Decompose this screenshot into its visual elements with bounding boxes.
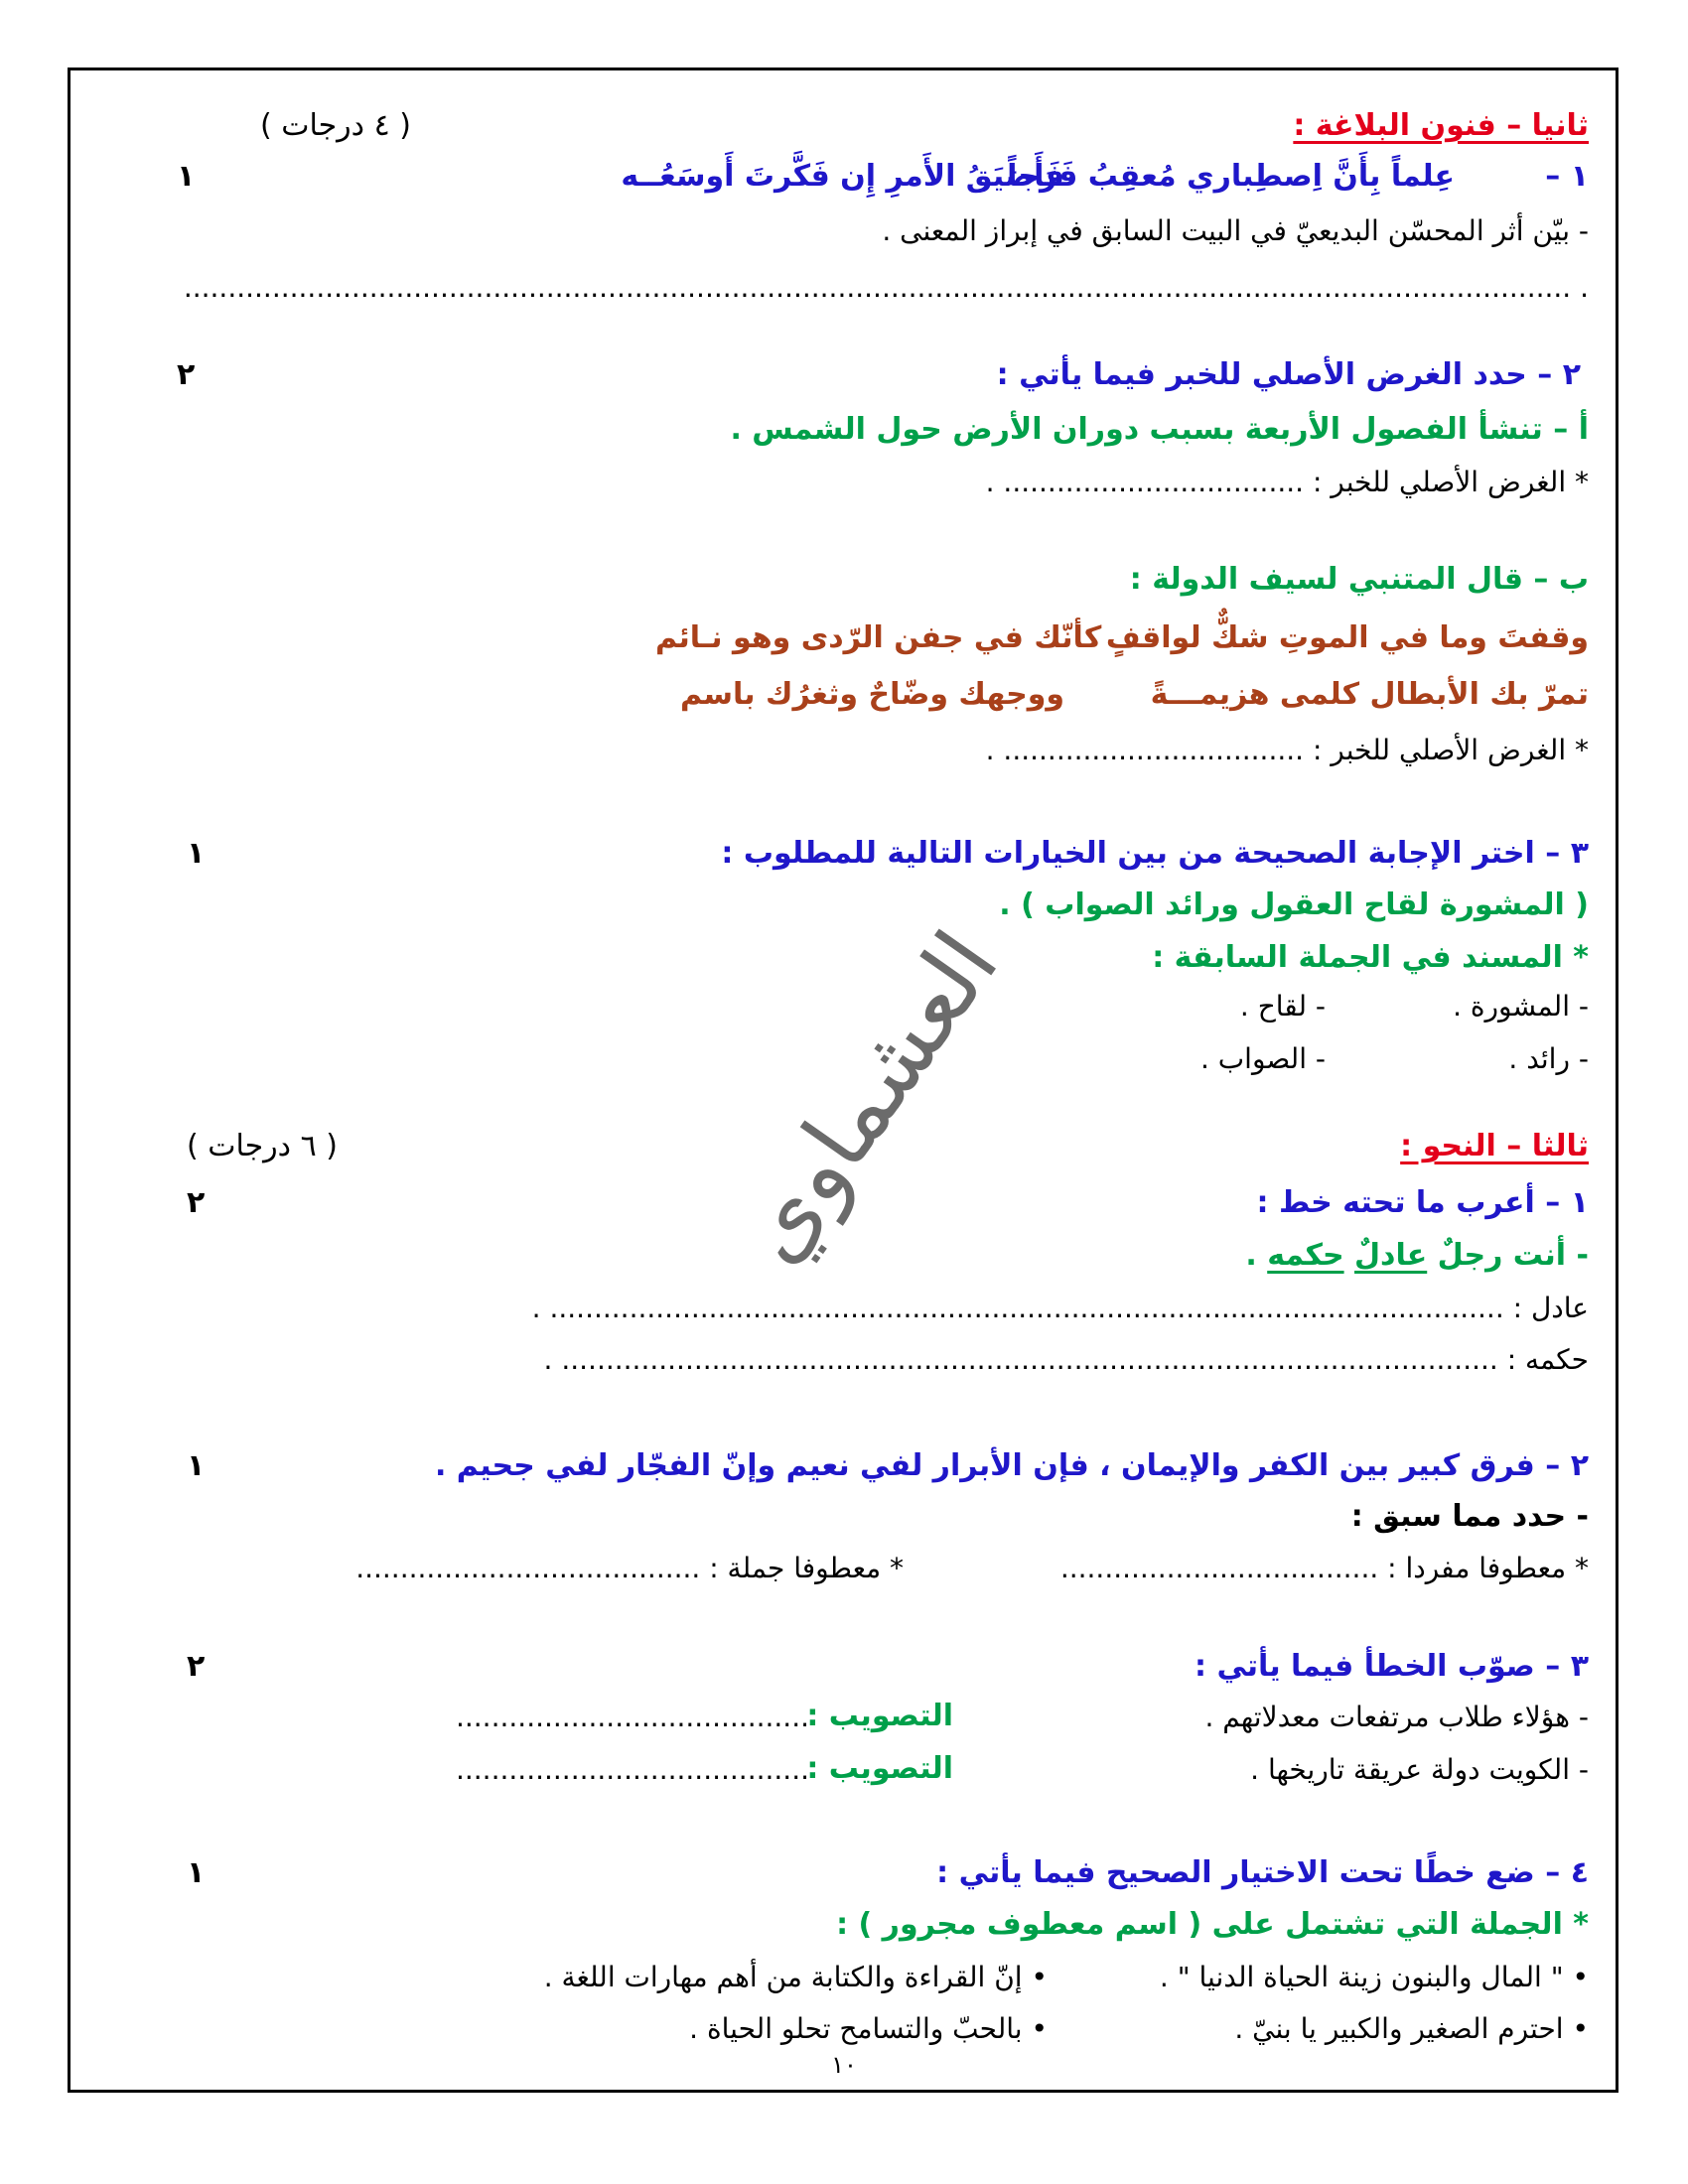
choice-option: • احترم الصغير والكبير يا بنيّ . xyxy=(1234,2012,1589,2045)
example-intro: ب – قال المتنبي لسيف الدولة : xyxy=(1129,562,1589,597)
question-heading: ٢ – فرق كبير بين الكفر والإيمان ، فإن الأبرار لفي نعيم وإنّ الفجّار لفي جحيم . xyxy=(434,1448,1589,1483)
choice-option: • إنّ القراءة والكتابة من أهم مهارات اللغة . xyxy=(543,1961,1048,1993)
wrong-sentence: - الكويت دولة عريقة تاريخها . xyxy=(1250,1753,1589,1786)
question-prompt: - بيّن أثر المحسّن البديعيّ في البيت السابق في إبراز المعنى . xyxy=(882,214,1589,247)
question-mark: ٢ xyxy=(187,1185,206,1220)
question-mark: ١ xyxy=(187,1448,206,1483)
question-ask: * المسند في الجملة السابقة : xyxy=(1152,940,1589,975)
verse-line: ووجهك وضّاحٌ وثغرُك باسم xyxy=(680,677,1065,712)
question-heading: ١ – أعرب ما تحته خط : xyxy=(1256,1185,1589,1220)
sentence-start: - أنت رجلٌ xyxy=(1437,1238,1589,1273)
question-mark: ١ xyxy=(177,159,196,194)
answer-line: * الغرض الأصلي للخبر : .................................. . xyxy=(985,734,1589,766)
question-mark: ٢ xyxy=(177,357,196,392)
answer-line: * الغرض الأصلي للخبر : .................................. . xyxy=(985,466,1589,498)
correction-label: التصويب : xyxy=(806,1751,953,1786)
question-mark: ٢ xyxy=(187,1649,206,1684)
verse-first-hemistich: عِلماً بِأَنَّ اِصطِباري مُعقِبُ فَرَجاً xyxy=(1007,159,1455,194)
option: - رائد . xyxy=(1508,1042,1589,1075)
section-points: ( ٦ درجات ) xyxy=(187,1129,338,1163)
option: - المشورة . xyxy=(1453,990,1589,1023)
answer-line: عادل : ............................................................................................................ . xyxy=(531,1292,1589,1324)
example-sentence: ( المشورة لقاح العقول ورائد الصواب ) . xyxy=(999,887,1589,922)
question-label: ١ – xyxy=(1545,159,1589,194)
option: - لقاح . xyxy=(1239,990,1326,1023)
verse-line: كأنّك في جفن الرّدى وهو نـائم xyxy=(655,620,1102,655)
section-heading-grammar: ثالثا – النحو : xyxy=(1400,1129,1589,1163)
underlined-word: حكمه xyxy=(1267,1238,1344,1273)
example-sentence: أ – تنشأ الفصول الأربعة بسبب دوران الأرض حول الشمس . xyxy=(730,412,1589,447)
choice-option: • " المال والبنون زينة الحياة الدنيا " . xyxy=(1159,1961,1589,1993)
choice-option: • بالحبّ والتسامح تحلو الحياة . xyxy=(689,2012,1048,2045)
question-mark: ١ xyxy=(187,1855,206,1890)
answer-line: حكمه : .......................................................................................................... . xyxy=(543,1343,1589,1376)
verse-line: تمرّ بك الأبطال كلمى هزيمـــةً xyxy=(1150,677,1589,712)
verse-second-hemistich: فَأَضيَقُ الأَمرِ إِن فَكَّرتَ أَوسَعُــه xyxy=(621,159,1064,194)
verse-line: وقفتَ وما في الموتِ شكٌّ لواقفٍ xyxy=(1105,620,1589,655)
question-mark: ١ xyxy=(187,836,206,871)
watermark: العشماوي xyxy=(716,912,1019,1282)
correction-dots: ........................................ xyxy=(455,1753,809,1786)
question-heading: ٣ – صوّب الخطأ فيما يأتي : xyxy=(1195,1649,1589,1684)
correction-label: التصويب : xyxy=(806,1699,953,1733)
answer-line: . ............................................................................................................................................................. xyxy=(183,271,1589,304)
section-heading-rhetoric: ثانيا – فنون البلاغة : xyxy=(1293,108,1589,143)
correction-dots: ........................................ xyxy=(455,1701,809,1733)
option: - الصواب . xyxy=(1200,1042,1326,1075)
question-heading: ٤ – ضع خطًا تحت الاختيار الصحيح فيما يأتي : xyxy=(936,1855,1589,1890)
wrong-sentence: - هؤلاء طلاب مرتفعات معدلاتهم . xyxy=(1204,1701,1589,1733)
sentence-end: . xyxy=(1245,1238,1257,1273)
example-sentence xyxy=(1245,1238,1589,1273)
underlined-word: عادلٌ xyxy=(1354,1238,1428,1273)
section-points: ( ٤ درجات ) xyxy=(260,108,411,143)
question-heading: ٢ – حدد الغرض الأصلي للخبر فيما يأتي : xyxy=(996,357,1581,392)
question-ask: * الجملة التي تشتمل على ( اسم معطوف مجرور ) : xyxy=(836,1907,1589,1942)
page-number: ١٠ xyxy=(831,2051,857,2079)
answer-line: * معطوفا مفردا : .................................... xyxy=(1059,1552,1589,1584)
question-heading: ٣ – اختر الإجابة الصحيحة من بين الخيارات التالية للمطلوب : xyxy=(721,836,1589,871)
question-ask: - حدد مما سبق : xyxy=(1350,1499,1589,1534)
answer-line: * معطوفا جملة : ....................................... xyxy=(355,1552,904,1584)
